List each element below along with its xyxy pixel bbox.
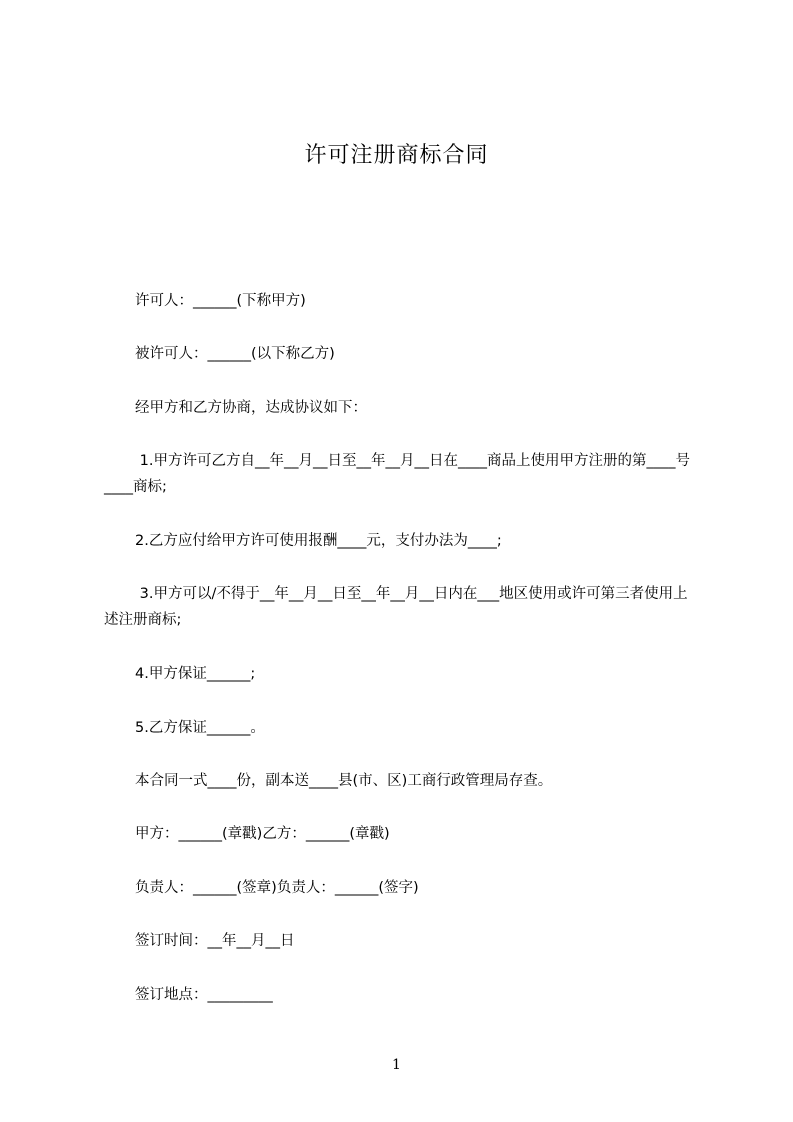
copies-line: 本合同一式____份，副本送____县(市、区)工商行政管理局存查。 xyxy=(135,773,553,789)
parties-seal-line: 甲方：______(章戳)乙方：______(章戳) xyxy=(135,826,390,842)
responsible-persons-line: 负责人：______(签章)负责人：______(签字) xyxy=(135,880,419,896)
page-number: 1 xyxy=(392,1057,401,1073)
clause-3: 3.甲方可以/不得于__年__月__日至__年__月__日内在___地区使用或许可第三者使用上述注册商标; xyxy=(104,586,688,628)
agreement-intro: 经甲方和乙方协商，达成协议如下： xyxy=(135,400,367,416)
clause-4: 4.甲方保证______; xyxy=(135,666,256,682)
clause-5: 5.乙方保证______。 xyxy=(135,720,265,736)
licensee-line: 被许可人：______(以下称乙方) xyxy=(135,346,335,362)
signing-date-line: 签订时间：__年__月__日 xyxy=(135,933,295,949)
clause-2: 2.乙方应付给甲方许可使用报酬____元，支付办法为____; xyxy=(135,533,502,549)
licensor-line: 许可人：______(下称甲方) xyxy=(135,293,306,309)
clause-1: 1.甲方许可乙方自__年__月__日至__年__月__日在____商品上使用甲方注册的第____号____商标; xyxy=(104,453,690,495)
document-title: 许可注册商标合同 xyxy=(304,143,489,168)
signing-place-line: 签订地点：_________ xyxy=(135,987,273,1003)
